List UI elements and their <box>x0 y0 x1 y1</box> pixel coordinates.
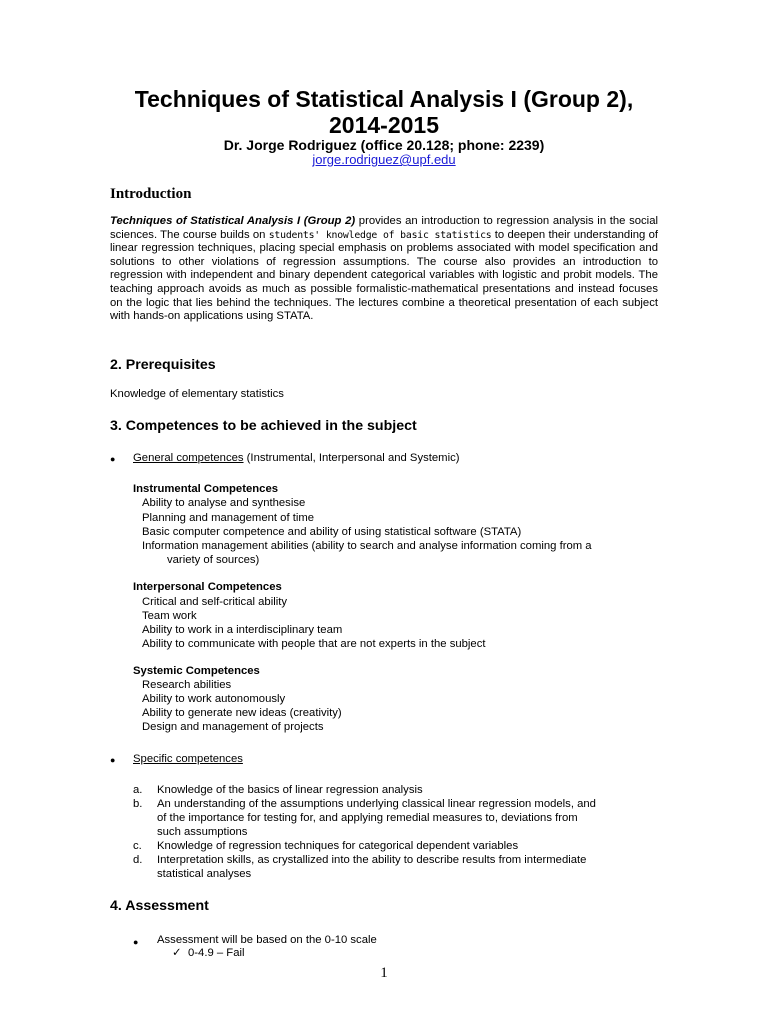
intro-text-1: provides an introduction to regression analysis in the social sciences. The course builds on <box>110 215 658 241</box>
bullet-icon: ● <box>133 937 139 947</box>
interpersonal-item: Critical and self-critical ability <box>142 596 288 608</box>
instrumental-item: Information management abilities (ability to search and analyse information coming from a <box>142 540 592 552</box>
assessment-heading: 4. Assessment <box>110 898 209 914</box>
email-link[interactable]: jorge.rodriguez@upf.edu <box>312 152 456 167</box>
prereq-text: Knowledge of elementary statistics <box>110 388 284 400</box>
specific-item-continuation: such assumptions <box>157 826 248 838</box>
specific-marker: b. <box>133 798 143 810</box>
general-competences-line <box>133 451 460 465</box>
competences-heading: 3. Competences to be achieved in the subject <box>110 418 417 434</box>
specific-marker: c. <box>133 840 142 852</box>
author-line: Dr. Jorge Rodriguez (office 20.128; phone: 2239) <box>223 137 545 153</box>
general-competences-label: General competences <box>133 452 244 464</box>
specific-item: Knowledge of the basics of linear regression analysis <box>157 784 423 796</box>
interpersonal-heading: Interpersonal Competences <box>133 581 282 593</box>
instrumental-item: Basic computer competence and ability of using statistical software (STATA) <box>142 526 522 538</box>
interpersonal-item: Ability to work in a interdisciplinary team <box>142 624 343 636</box>
general-competences-note: (Instrumental, Interpersonal and Systemic) <box>243 452 460 464</box>
intro-text-2: to deepen their understanding of linear regression techniques, placing special emphasis on problems associated with model specification and solutions to other violations of regression assumptions. The course also provides an introduction to regression with independent and binary dependent categorical variables with logistic and probit models. The teaching approach avoids as much as possible formalistic-mathematical presentations and instead focuses on the logic that lies behind the techniques. The lectures combine a theoretical presentation of each subject with hands-on applications using STATA. <box>110 228 658 323</box>
systemic-item: Research abilities <box>142 679 232 691</box>
intro-text-mono: students' knowledge of basic statistics <box>268 229 492 241</box>
instrumental-heading: Instrumental Competences <box>133 483 279 495</box>
intro-paragraph <box>110 215 658 324</box>
instrumental-item: Ability to analyse and synthesise <box>142 497 306 509</box>
bullet-icon: ● <box>110 454 116 464</box>
instrumental-item-continuation: variety of sources) <box>167 554 260 566</box>
specific-marker: a. <box>133 784 143 796</box>
email-line <box>0 152 768 168</box>
systemic-item: Ability to generate new ideas (creativity) <box>142 707 342 719</box>
interpersonal-item: Ability to communicate with people that are not experts in the subject <box>142 638 486 650</box>
systemic-heading: Systemic Competences <box>133 665 260 677</box>
intro-heading: Introduction <box>110 186 192 202</box>
specific-item: Knowledge of regression techniques for categorical dependent variables <box>157 840 519 852</box>
systemic-item: Ability to work autonomously <box>142 693 286 705</box>
page-number: 1 <box>380 965 388 981</box>
assessment-check-item: 0-4.9 – Fail <box>188 947 245 959</box>
course-name: Techniques of Statistical Analysis I (Group 2) <box>110 215 356 227</box>
systemic-item: Design and management of projects <box>142 721 324 733</box>
specific-marker: d. <box>133 854 143 866</box>
document-title-line1: Techniques of Statistical Analysis I (Group 2), <box>134 86 634 112</box>
specific-competences-label: Specific competences <box>133 753 243 765</box>
check-icon: ✓ <box>172 947 182 959</box>
specific-item: An understanding of the assumptions underlying classical linear regression models, and <box>157 798 596 810</box>
bullet-icon: ● <box>110 755 116 765</box>
interpersonal-item: Team work <box>142 610 197 622</box>
specific-item: Interpretation skills, as crystallized into the ability to describe results from intermediate <box>157 854 587 866</box>
specific-item-continuation: of the importance for testing for, and applying remedial measures to, deviations from <box>157 812 578 824</box>
prereq-heading: 2. Prerequisites <box>110 357 216 373</box>
document-title-line2: 2014-2015 <box>329 112 439 138</box>
specific-item-continuation: statistical analyses <box>157 868 252 880</box>
assessment-bullet: Assessment will be based on the 0-10 scale <box>157 934 377 946</box>
instrumental-item: Planning and management of time <box>142 512 315 524</box>
